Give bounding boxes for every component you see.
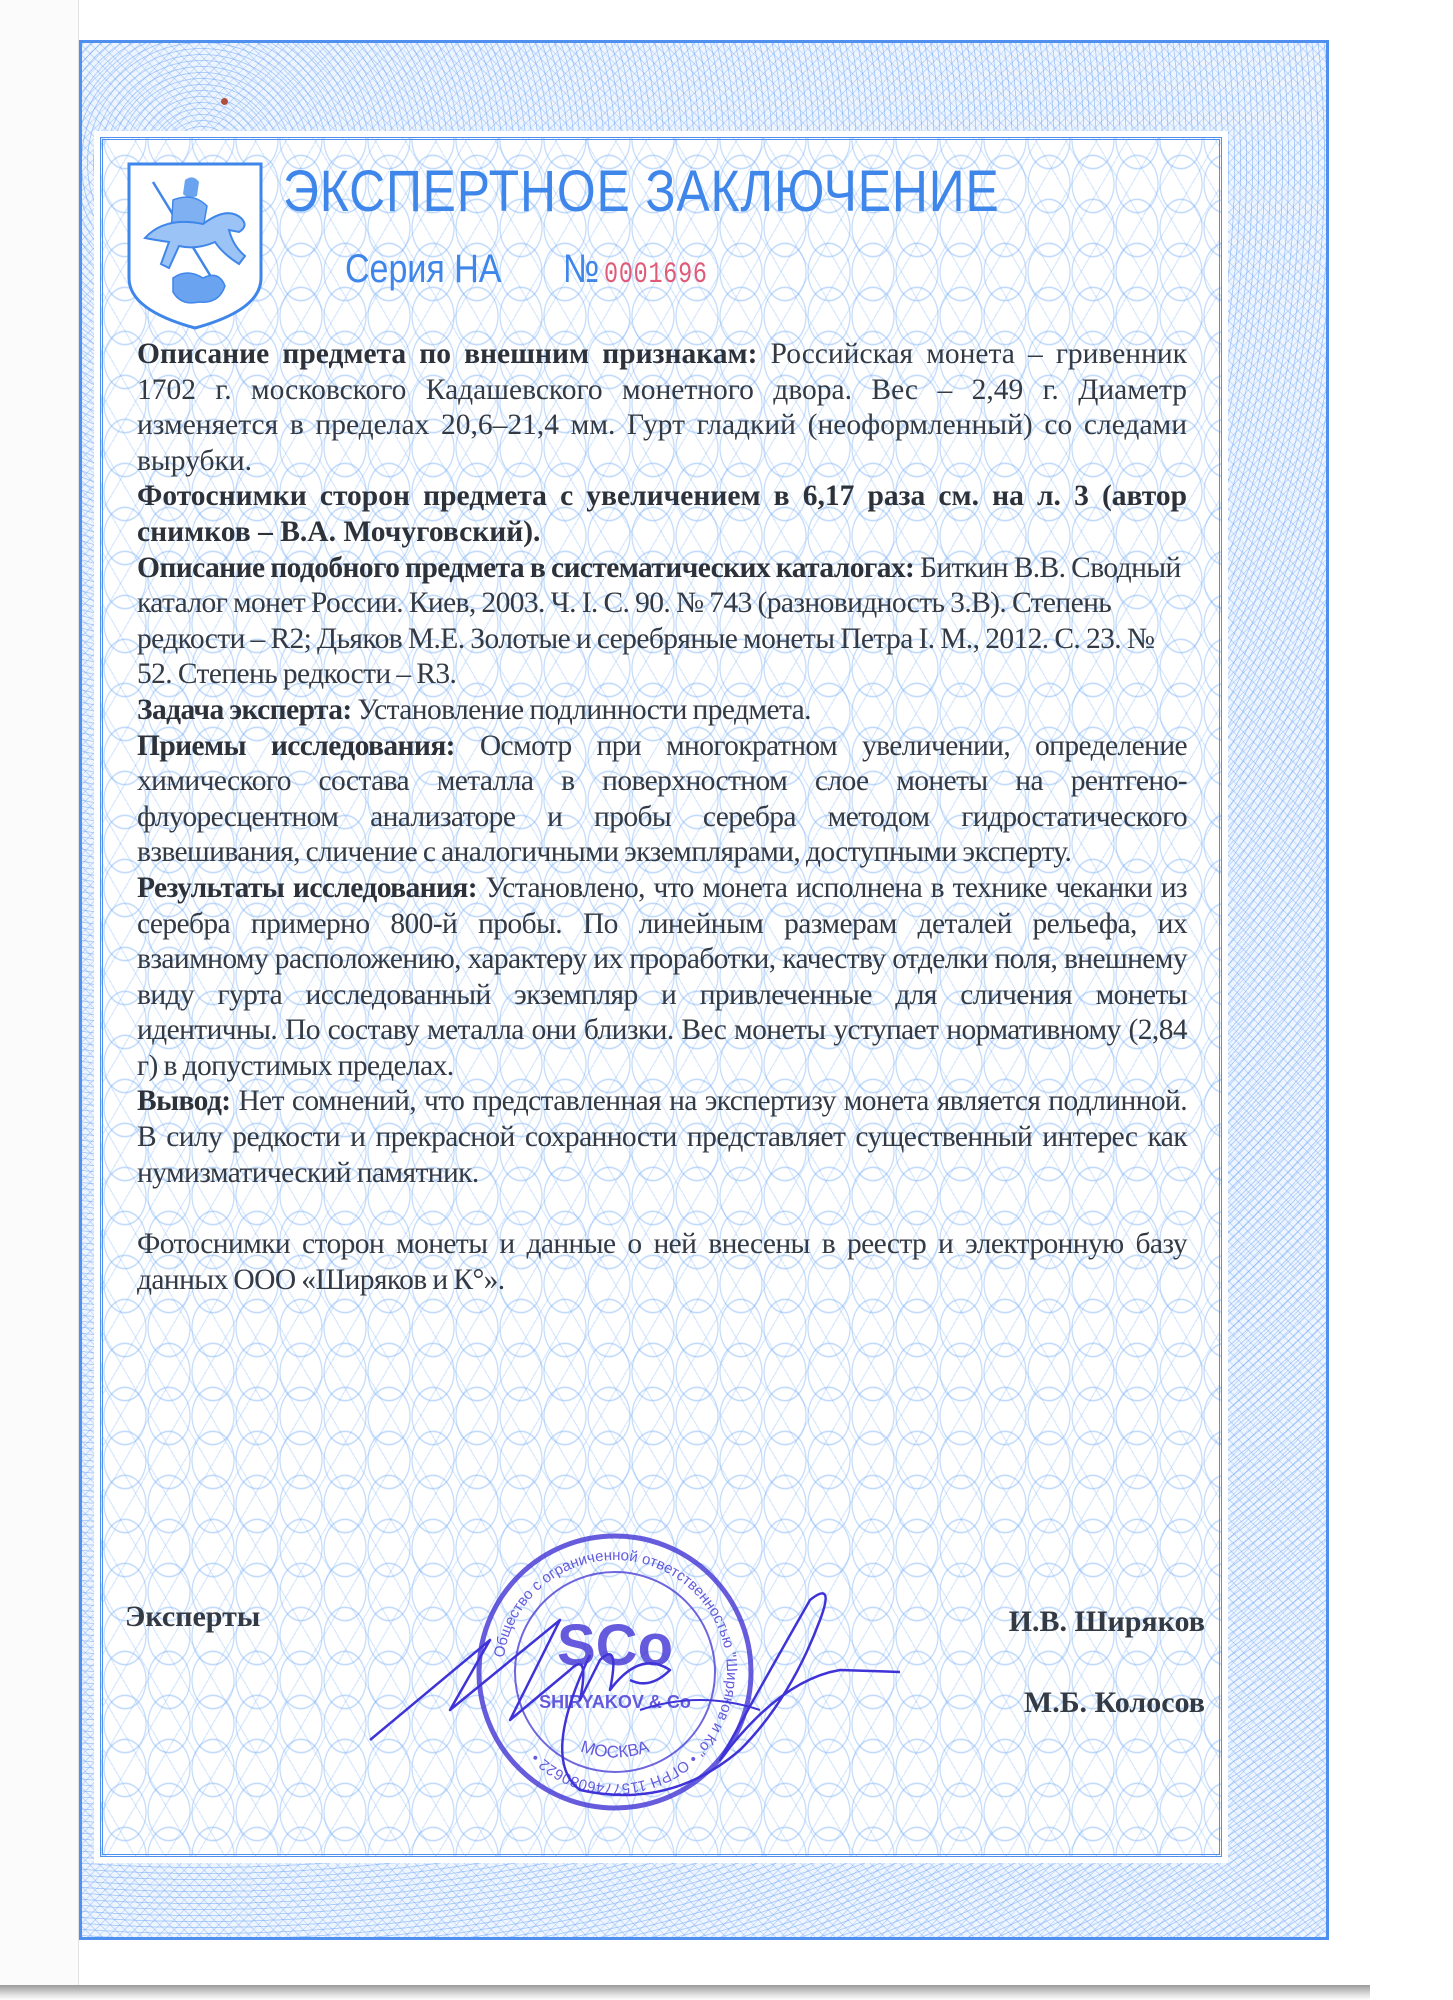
section-label: Приемы исследования: [137,729,455,762]
expert-name: И.В. Ширяков [1008,1605,1205,1638]
section-text: Российская монета – гривенник 1702 г. московского Кадашевского монетного двора. Вес – 2,49 г. Диаметр изменяется в пределах 20,6–21,4 мм. Гурт гладкий (неоформленный) со следами вырубки. [137,338,1187,477]
section-text: Установлено, что монета исполнена в технике чеканки из серебра примерно 800-й пробы. По линейным размерам деталей рельефа, их взаимному расположению, характеру их проработки, качеству отделки поля, внешнему виду гурта исследованный экземпляр и привлеченные для сличения монеты идентичны. По составу металла они близки. Вес монеты уступает нормативному (2,84 г) в допустимых пределах. [137,871,1187,1082]
section-text: Осмотр при многократном увеличении, определение химического состава металла в поверхностном слое монеты на рентгено-флуоресцентном анализаторе и пробы серебра методом гидростатического взвешивания, сличение с аналогичными экземплярами, доступными эксперту. [137,729,1188,869]
serial-number: 0001696 [604,258,708,292]
section-catalogs [137,551,1187,693]
section-label: Описание предмета по внешним признакам: [137,338,758,370]
stamp-city-text: МОСКВА [578,1736,652,1762]
stamp-logo: SCo [557,1613,673,1678]
section-label: Вывод: [137,1085,231,1118]
page-shadow [0,1985,1370,2000]
spacer [137,1191,1187,1227]
section-methods [137,729,1187,871]
section-description [137,337,1187,479]
section-label: Задача эксперта: [137,693,352,726]
series-label: Серия НА [345,247,502,291]
expert-name: М.Б. Колосов [1023,1686,1205,1719]
signature [340,1560,900,1810]
section-conclusion [137,1084,1187,1191]
section-text: Нет сомнений, что представленная на экспертизу монета является подлинной. В силу редкости и прекрасной сохранности представляет существенный интерес как нумизматический памятник. [137,1085,1187,1189]
section-label: Фотоснимки сторон предмета с увеличением в 6,17 раза см. на л. 3 (автор снимков – В.А. Мочуговский). [137,480,1187,548]
section-task [137,693,1187,729]
section-photos [137,479,1187,550]
moscow-coat-of-arms-icon [125,160,265,332]
registry-note: Фотоснимки сторон монеты и данные о ней внесены в реестр и электронную базу данных ООО «Ширяков и К°». [137,1228,1187,1296]
section-label: Результаты исследования: [137,871,477,904]
section-label: Описание подобного предмета в систематических каталогах: [137,551,915,584]
stamp-ring-text: Общество с ограниченной ответственностью "Ширяков и Ко" • ОГРН 1157746080622 • [490,1546,741,1798]
number-sign: № [563,247,600,291]
certificate-body [137,337,1187,1298]
section-text: Биткин В.В. Сводный каталог монет России. Киев, 2003. Ч. I. С. 90. № 743 (разновидность 3.В). Степень редкости – R2; Дьяков М.Е. Золотые и серебряные монеты Петра I. М., 2012. С. 23. № 52. Степень редкости – R3. [137,551,1181,691]
underlying-page-edge [0,0,79,1985]
experts-label: Эксперты [125,1600,261,1633]
red-mark [221,98,228,105]
document-title: ЭКСПЕРТНОЕ ЗАКЛЮЧЕНИЕ [283,159,1000,224]
section-text: Установление подлинности предмета. [351,693,811,726]
section-results [137,871,1187,1085]
stamp-company-latin: SHIRYAKOV & Co [539,1692,691,1712]
